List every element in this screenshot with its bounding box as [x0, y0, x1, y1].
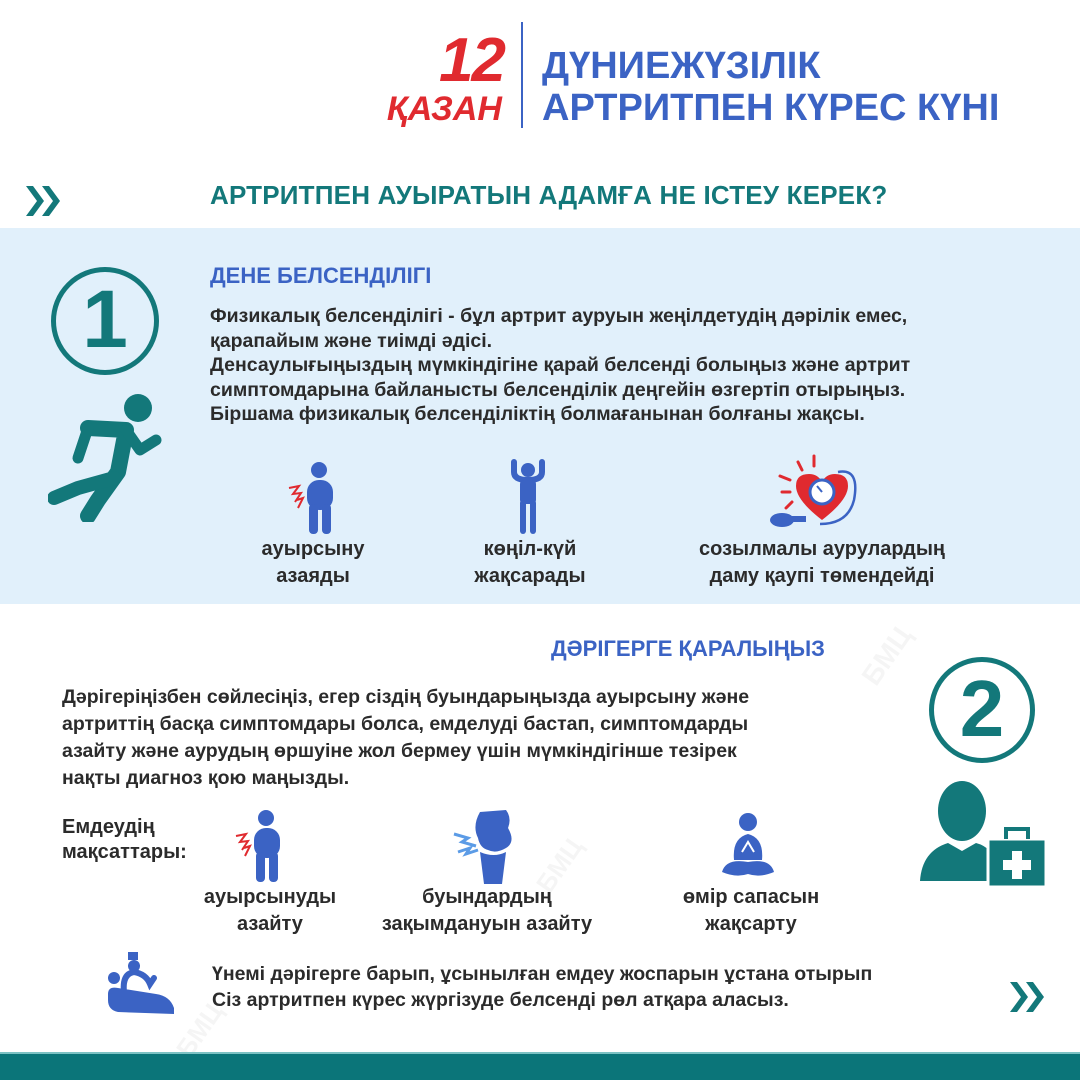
- benefit-label-line: созылмалы аурулардың: [699, 538, 945, 560]
- benefit-label-line: азаяды: [276, 565, 350, 587]
- header-divider: [521, 22, 523, 128]
- paragraph-line: Дәрігеріңізбен сөйлесіңіз, егер сіздің буындарыңызда ауырсыну және: [62, 686, 750, 708]
- heart-blood-pressure-icon: [768, 454, 860, 530]
- footer-bar: [0, 1052, 1080, 1080]
- page-title-line1: ДҮНИЕЖҮЗІЛІК: [542, 45, 821, 87]
- goal-label-line: азайту: [237, 913, 303, 935]
- benefit-label-line: жақсарады: [474, 565, 586, 587]
- benefit-chronic-risk: [672, 536, 972, 590]
- paragraph-line: нақты диагноз қою маңызды.: [62, 767, 350, 789]
- benefit-pain-reduction: [238, 536, 388, 590]
- goal-reduce-joint-damage: [362, 884, 612, 938]
- double-chevron-right-icon: [24, 184, 62, 218]
- pain-person-icon: [232, 808, 292, 884]
- goal-improve-life-quality: [666, 884, 836, 938]
- section2-title: ДӘРІГЕРГЕ ҚАРАЛЫҢЫЗ: [551, 636, 825, 661]
- closing-line: Үнемі дәрігерге барып, ұсынылған емдеу жоспарын ұстана отырып: [212, 963, 873, 985]
- goals-label-line: Емдеудің: [62, 816, 155, 838]
- running-person-icon: [48, 388, 164, 522]
- goal-reduce-pain: [190, 884, 350, 938]
- paragraph-line: қарапайым және тиімді әдісі.: [210, 329, 493, 352]
- goal-label-line: жақсарту: [705, 913, 797, 935]
- main-question: АРТРИТПЕН АУЫРАТЫН АДАМҒА НЕ ІСТЕУ КЕРЕК?: [210, 180, 888, 210]
- goals-label-line: мақсаттары:: [62, 841, 187, 863]
- closing-line: Сіз артритпен күрес жүргізуде белсенді рөл атқара аласыз.: [212, 989, 789, 1011]
- section2-paragraph: [62, 684, 749, 792]
- paragraph-line: Біршама физикалық белсенділіктің болмағанынан болғаны жақсы.: [210, 403, 865, 425]
- date-number: 12: [439, 26, 504, 95]
- section1-paragraph: [210, 304, 910, 427]
- closing-text: [212, 961, 872, 1013]
- paragraph-line: артриттің басқа симптомдары болса, емделуді бастап, симптомдарды: [62, 713, 749, 735]
- watermark-text: [856, 621, 919, 692]
- treatment-goals-label: [62, 815, 187, 865]
- joint-damage-icon: [450, 808, 520, 886]
- paragraph-line: Денсаулығыңыздың мүмкіндігіне қарай белсенді болыңыз және артрит: [210, 354, 911, 376]
- step-number-2: 2: [929, 657, 1035, 763]
- paragraph-line: Физикалық белсенділігі - бұл артрит ауруын жеңілдетудің дәрілік емес,: [210, 305, 908, 327]
- double-chevron-right-icon: [1008, 980, 1046, 1014]
- step-number-1: 1: [51, 267, 159, 375]
- benefit-label-line: ауырсыну: [261, 538, 365, 560]
- doctor-with-medkit-icon: [918, 775, 1050, 891]
- benefit-mood-improves: [455, 536, 605, 590]
- doctor-patient-icon: [104, 950, 182, 1018]
- section1-title: ДЕНЕ БЕЛСЕНДІЛІГІ: [210, 263, 432, 288]
- goal-label-line: ауырсынуды: [203, 886, 337, 908]
- pain-person-icon: [285, 460, 345, 536]
- paragraph-line: азайту және аурудың өршуіне жол бермеу үшін мүмкіндігінше тезірек: [62, 740, 737, 762]
- goal-label-line: өмір сапасын: [682, 886, 820, 908]
- page-title-line2: АРТРИТПЕН КҮРЕС КҮНІ: [542, 87, 1000, 129]
- benefit-label-line: даму қаупі төмендейді: [709, 565, 935, 587]
- goal-label-line: буындардың: [422, 886, 552, 908]
- paragraph-line: симптомдарына байланысты белсенділік деңгейін өзгертіп отырыңыз.: [210, 378, 906, 401]
- meditation-icon: [720, 812, 776, 878]
- happy-person-icon: [508, 458, 548, 536]
- date-month: ҚАЗАН: [386, 90, 502, 128]
- goal-label-line: зақымдануын азайту: [381, 913, 593, 935]
- benefit-label-line: көңіл-күй: [483, 538, 577, 560]
